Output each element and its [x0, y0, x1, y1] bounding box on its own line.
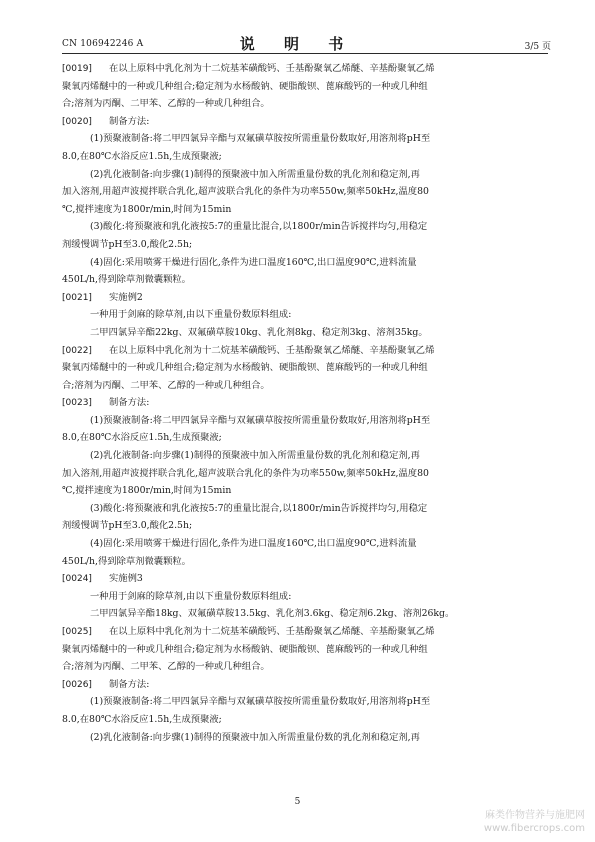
paragraph-line: [62, 271, 548, 289]
paragraph-line: [62, 78, 548, 96]
paragraph-line: [62, 729, 548, 747]
paragraph-line-numbered: [62, 342, 548, 360]
paragraph-line: [62, 412, 548, 430]
page-of-total: 3/5 页: [524, 42, 551, 52]
line-text: 合;溶剂为丙酮、二甲苯、乙醇的一种或几种组合。: [62, 98, 270, 110]
paragraph-line: [62, 148, 548, 166]
line-text: 聚氧丙烯醚中的一种或几种组合;稳定剂为水杨酸钠、硬脂酸钡、蓖麻酸钙的一种或几种组: [62, 362, 428, 374]
watermark-url: www.fibercrops.com: [483, 823, 585, 834]
paragraph-line: [62, 236, 548, 254]
paragraph-line: [62, 711, 548, 729]
line-text: (1)预聚液制备:将二甲四氯异辛酯与双氟磺草胺按所需重量份数取好,用溶剂将pH至: [90, 696, 431, 708]
line-text: 加入溶剂,用超声波搅拌联合乳化,超声波联合乳化的条件为功率550w,频率50kHz,温度80: [62, 467, 429, 479]
line-text: 在以上原料中乳化剂为十二烷基苯磺酸钙、壬基酚聚氧乙烯醚、辛基酚聚氧乙烯: [109, 626, 435, 637]
paragraph-line: [62, 166, 548, 184]
paragraph-number: [0023]: [62, 398, 92, 409]
paragraph-line: [62, 377, 548, 395]
line-text: 合;溶剂为丙酮、二甲苯、乙醇的一种或几种组合。: [62, 379, 270, 391]
paragraph-line: [62, 324, 548, 342]
line-text: (4)固化:采用喷雾干燥进行固化,条件为进口温度160℃,出口温度90℃,进料流量: [90, 538, 417, 550]
line-text: (3)酸化:将预聚液和乳化液按5:7的重量比混合,以1800r/min告诉搅拌均匀,用稳定: [90, 502, 428, 514]
line-text: (1)预聚液制备:将二甲四氯异辛酯与双氟磺草胺按所需重量份数取好,用溶剂将pH至: [90, 414, 431, 426]
paragraph-line-numbered: [62, 394, 548, 412]
paragraph-line: [62, 183, 548, 201]
paragraph-number: [0019]: [62, 64, 92, 74]
header-divider: [62, 53, 548, 54]
line-text: ℃,搅拌速度为1800r/min,时间为15min: [62, 203, 232, 215]
line-text: (3)酸化:将预聚液和乳化液按5:7的重量比混合,以1800r/min告诉搅拌均匀,用稳定: [90, 221, 428, 233]
paragraph-line-numbered: [62, 113, 548, 131]
paragraph-line: [62, 447, 548, 465]
paragraph-line: [62, 500, 548, 518]
paragraph-line-numbered: [62, 623, 548, 641]
watermark-site-name: 麻类作物营养与施肥网: [485, 810, 585, 821]
line-text: 在以上原料中乳化剂为十二烷基苯磺酸钙、壬基酚聚氧乙烯醚、辛基酚聚氧乙烯: [109, 63, 435, 74]
paragraph-number: [0021]: [62, 292, 92, 303]
line-text: 8.0,在80℃水浴反应1.5h,生成预聚液;: [62, 432, 222, 444]
patent-number: CN 106942246 A: [62, 39, 144, 49]
paragraph-number: [0026]: [62, 679, 92, 690]
paragraph-number: [0022]: [62, 345, 92, 356]
line-text: ℃,搅拌速度为1800r/min,时间为15min: [62, 485, 232, 497]
section-heading: 制备方法:: [109, 397, 150, 409]
paragraph-line: [62, 130, 548, 148]
paragraph-line: [62, 218, 548, 236]
document-body: [62, 60, 548, 746]
paragraph-line: [62, 641, 548, 659]
paragraph-line: [62, 693, 548, 711]
line-text: 剂缓慢调节pH至3.0,酸化2.5h;: [62, 238, 193, 250]
line-text: 一种用于剑麻的除草剂,由以下重量份数原料组成:: [90, 309, 292, 321]
section-heading: 制备方法:: [109, 115, 150, 127]
line-text: 8.0,在80℃水浴反应1.5h,生成预聚液;: [62, 150, 222, 162]
paragraph-line: [62, 588, 548, 606]
paragraph-number: [0020]: [62, 116, 92, 127]
line-text: 聚氧丙烯醚中的一种或几种组合;稳定剂为水杨酸钠、硬脂酸钡、蓖麻酸钙的一种或几种组: [62, 643, 428, 655]
paragraph-line-numbered: [62, 570, 548, 588]
paragraph-line: [62, 658, 548, 676]
paragraph-line-numbered: [62, 289, 548, 307]
paragraph-number: [0024]: [62, 574, 92, 585]
page-number: 5: [294, 797, 301, 807]
site-watermark: [484, 809, 585, 835]
paragraph-line: [62, 535, 548, 553]
line-text: (1)预聚液制备:将二甲四氯异辛酯与双氟磺草胺按所需重量份数取好,用溶剂将pH至: [90, 133, 431, 145]
line-text: 聚氧丙烯醚中的一种或几种组合;稳定剂为水杨酸钠、硬脂酸钡、蓖麻酸钙的一种或几种组: [62, 80, 428, 92]
paragraph-line: [62, 465, 548, 483]
line-text: (2)乳化液制备:向步骤(1)制得的预聚液中加入所需重量份数的乳化剂和稳定剂,再: [90, 731, 420, 743]
line-text: 剂缓慢调节pH至3.0,酸化2.5h;: [62, 520, 193, 532]
paragraph-line-numbered: [62, 676, 548, 694]
line-text: (2)乳化液制备:向步骤(1)制得的预聚液中加入所需重量份数的乳化剂和稳定剂,再: [90, 450, 420, 462]
section-heading: 实施例2: [109, 291, 143, 303]
line-text: 加入溶剂,用超声波搅拌联合乳化,超声波联合乳化的条件为功率550w,频率50kHz,温度80: [62, 186, 429, 198]
paragraph-line: [62, 95, 548, 113]
line-text: (4)固化:采用喷雾干燥进行固化,条件为进口温度160℃,出口温度90℃,进料流量: [90, 256, 417, 268]
paragraph-line: [62, 359, 548, 377]
paragraph-line: [62, 482, 548, 500]
line-text: 一种用于剑麻的除草剂,由以下重量份数原料组成:: [90, 590, 292, 602]
paragraph-line-numbered: [62, 60, 548, 78]
paragraph-line: [62, 553, 548, 571]
paragraph-line: [62, 201, 548, 219]
section-heading: 制备方法:: [109, 678, 150, 690]
paragraph-line: [62, 605, 548, 623]
line-text: 合;溶剂为丙酮、二甲苯、乙醇的一种或几种组合。: [62, 661, 270, 673]
paragraph-number: [0025]: [62, 627, 92, 637]
paragraph-line: [62, 517, 548, 535]
line-text: 450L/h,得到除草剂微囊颗粒。: [62, 274, 191, 286]
line-text: 二甲四氯异辛酯22kg、双氟磺草胺10kg、乳化剂8kg、稳定剂3kg、溶剂35kg。: [90, 326, 428, 338]
paragraph-line: [62, 254, 548, 272]
line-text: (2)乳化液制备:向步骤(1)制得的预聚液中加入所需重量份数的乳化剂和稳定剂,再: [90, 168, 420, 180]
section-heading: 实施例3: [109, 573, 143, 585]
line-text: 二甲四氯异辛酯18kg、双氟磺草胺13.5kg、乳化剂3.6kg、稳定剂6.2kg、溶剂26kg。: [90, 608, 455, 620]
paragraph-line: [62, 429, 548, 447]
line-text: 450L/h,得到除草剂微囊颗粒。: [62, 555, 191, 567]
paragraph-line: [62, 306, 548, 324]
page-title: 说 明 书: [239, 35, 356, 53]
line-text: 在以上原料中乳化剂为十二烷基苯磺酸钙、壬基酚聚氧乙烯醚、辛基酚聚氧乙烯: [109, 344, 435, 356]
line-text: 8.0,在80℃水浴反应1.5h,生成预聚液;: [62, 713, 222, 725]
